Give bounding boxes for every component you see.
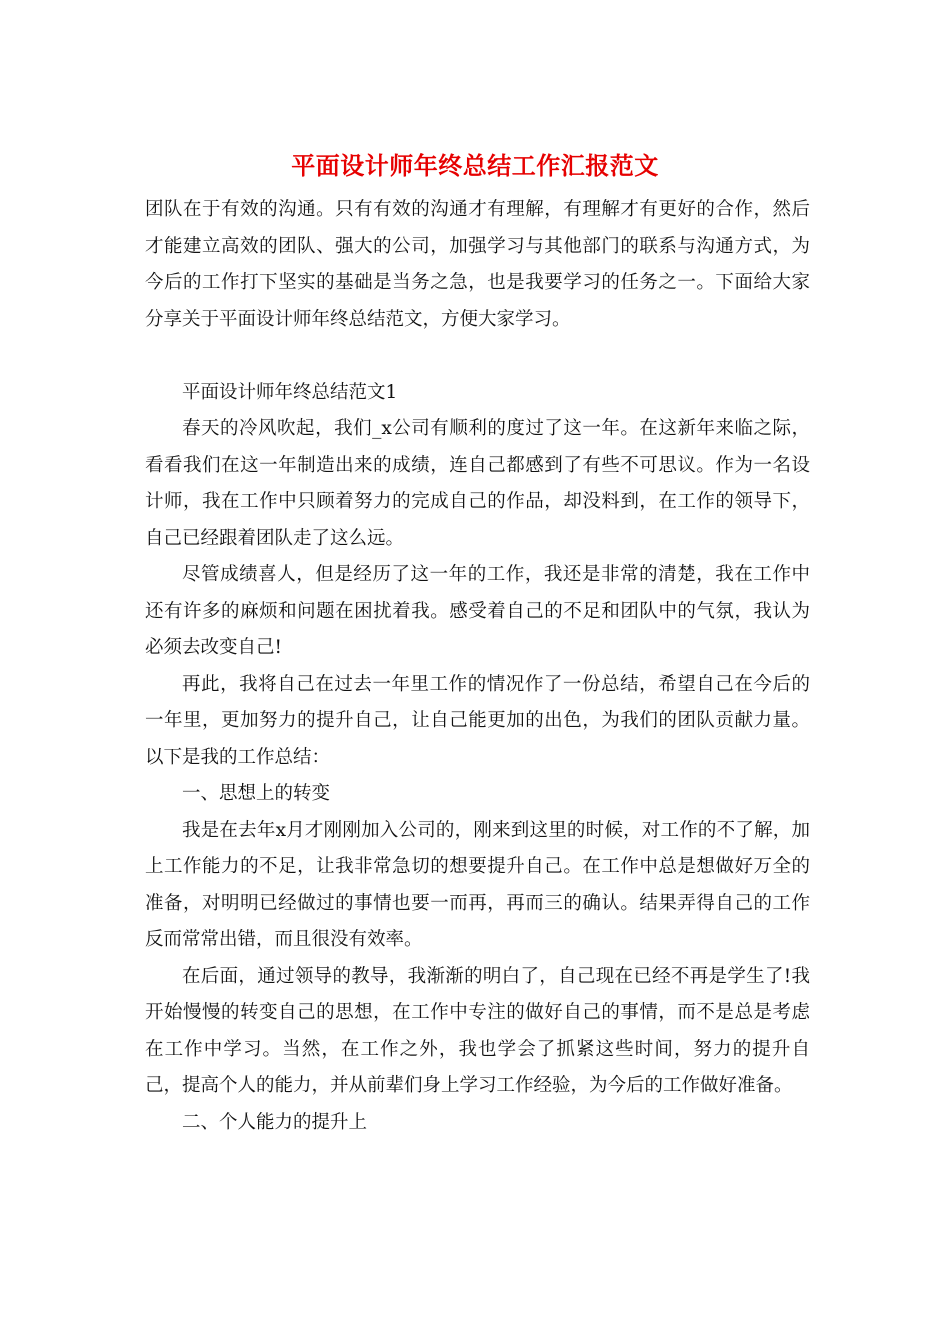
document-title: 平面设计师年终总结工作汇报范文 bbox=[291, 151, 659, 180]
paragraph-3: 再此，我将自己在过去一年里工作的情况作了一份总结，希望自己在今后的一年里，更加努力的提升自己，让自己能更加的出色，为我们的团队贡献力量。以下是我的工作总结： bbox=[145, 673, 810, 768]
paragraph-4: 我是在去年x月才刚刚加入公司的，刚来到这里的时候，对工作的不了解，加上工作能力的不足，让我非常急切的想要提升自己。在工作中总是想做好万全的准备，对明明已经做过的事情也要一而再，再而三的确认。结果弄得自己的工作反而常常出错，而且很没有效率。 bbox=[145, 819, 810, 950]
document-body bbox=[145, 192, 810, 1141]
paragraph-2: 尽管成绩喜人，但是经历了这一年的工作，我还是非常的清楚，我在工作中还有许多的麻烦和问题在困扰着我。感受着自己的不足和团队中的气氛，我认为必须去改变自己! bbox=[145, 564, 810, 658]
paragraph-5: 在后面，通过领导的教导，我渐渐的明白了，自己现在已经不再是学生了!我开始慢慢的转变自己的思想，在工作中专注的做好自己的事情，而不是总是考虑在工作中学习。当然，在工作之外，我也学会了抓紧这些时间，努力的提升自己，提高个人的能力，并从前辈们身上学习工作经验，为今后的工作做好准备。 bbox=[145, 965, 810, 1096]
paragraph-1: 春天的冷风吹起，我们_x公司有顺利的度过了这一年。在这新年来临之际，看看我们在这一年制造出来的成绩，连自己都感到了有些不可思议。作为一名设计师，我在工作中只顾着努力的完成自己的作品，却没料到，在工作的领导下，自己已经跟着团队走了这么远。 bbox=[145, 418, 810, 549]
section-title: 平面设计师年终总结范文1 bbox=[182, 381, 398, 403]
heading-ability-improvement: 二、个人能力的提升上 bbox=[182, 1111, 368, 1133]
heading-thought-change: 一、思想上的转变 bbox=[182, 783, 331, 804]
intro-paragraph: 团队在于有效的沟通。只有有效的沟通才有理解，有理解才有更好的合作，然后才能建立高效的团队、强大的公司，加强学习与其他部门的联系与沟通方式，为今后的工作打下坚实的基础是当务之急，也是我要学习的任务之一。下面给大家分享关于平面设计师年终总结范文，方便大家学习。 bbox=[145, 199, 810, 330]
paragraph-gap bbox=[145, 338, 810, 375]
